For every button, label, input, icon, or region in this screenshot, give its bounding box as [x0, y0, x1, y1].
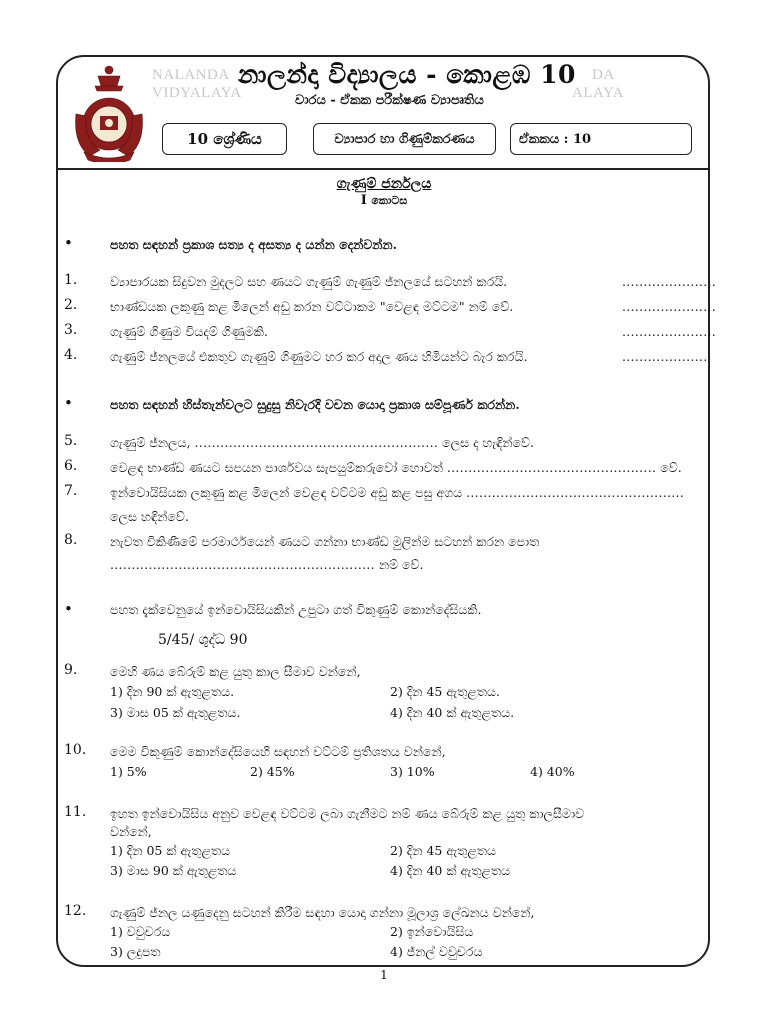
tf-question-text: ගැණුම් ගිණුම වියදම් ගිණුමකි. — [110, 324, 268, 339]
mcq-question-text: මෙහි ණය බේරුම් කළ යුතු කාල සීමාව වන්නේ, — [110, 664, 361, 679]
question-number: 8. — [64, 532, 78, 548]
tf-question-text: ව්‍යාපාරයක සිදුවන මුදලට සහ ණයට ගැණුම් ගැණුම් ජ්නලයේ සටහන් කරයි. — [110, 274, 508, 289]
answer-blank[interactable]: ...................... — [622, 299, 717, 314]
subject-box: ව්‍යාපාර හා ගිණුම්කරණය — [313, 123, 496, 155]
fill-question — [110, 435, 534, 451]
mcq-option[interactable]: 4) දින 40 ක් ඇතුළතය. — [390, 705, 515, 720]
answer-blank[interactable]: .................... — [622, 349, 708, 364]
page-number: 1 — [380, 968, 388, 982]
mcq-option[interactable]: 3) මාස 05 ක් ඇතුළතය. — [110, 705, 241, 720]
mcq-question-text: ගැණුම් ජ්නල යණුදෙනු සටහන් කිරීම සඳහා යොදා ගන්නා මූලාශ්‍ර ලේඛනය වන්නේ, — [110, 905, 535, 920]
question-number: 10. — [64, 742, 87, 758]
question-number: 4. — [64, 347, 78, 363]
mcq-option[interactable]: 1) 5% — [110, 764, 147, 779]
question-number: 3. — [64, 322, 78, 338]
mcq-option[interactable]: 1) වවුචරය — [110, 924, 171, 939]
paper-title: ගැණුම් ජර්නලය — [336, 176, 432, 192]
ghost-watermark-left-2: VIDYALAYA — [152, 85, 242, 101]
tf-question-text: භාණ්ඩයක ලකුණු කළ මිලෙන් අඩු කරන වට්ටාකම "වෙළඳ මට්ටම" නම් වේ. — [110, 299, 514, 314]
bullet-icon: • — [64, 394, 73, 412]
fill-text: වේ. — [660, 460, 682, 475]
answer-blank[interactable]: .............................................................. — [110, 557, 375, 572]
paper-part — [0, 193, 768, 208]
exam-subtitle: වාරය - ඒකක පරීක්ෂණ ව්‍යාපෘතිය — [295, 93, 484, 108]
ghost-watermark-right-2: ALAYA — [572, 85, 624, 101]
school-title: නාලන්දා විද්‍යාලය - කොළඹ 10 — [238, 60, 576, 89]
mcq-option[interactable]: 4) ජ්නල් වවුචරය — [390, 944, 483, 959]
header-divider — [56, 168, 710, 170]
fill-text: ලෙස ද හැඳින්වේ. — [442, 435, 534, 450]
fill-text: ඉන්වොයිසියක ලකුණු කළ මිලෙන් වෙළඳ වට්ටම අඩු කළ පසු අගය — [110, 485, 463, 500]
fill-instruction: පහත සඳහන් හිස්තැන්වලට සුදුසු නිවැරදි වචන යොදා ප්‍රකාශ සම්පූර්ණ කරන්න. — [110, 397, 520, 412]
unit-box: ඒකකය : 10 — [510, 123, 692, 155]
question-number: 11. — [64, 804, 87, 820]
school-crest-icon — [70, 64, 148, 162]
mcq-option[interactable]: 4) 40% — [530, 764, 575, 779]
fill-question — [110, 485, 684, 501]
fill-question — [110, 557, 424, 573]
ghost-watermark-left-1: NALANDA — [152, 67, 230, 83]
mcq-option[interactable]: 3) ලදුපත — [110, 944, 161, 959]
bullet-icon: • — [64, 234, 73, 252]
question-number: 9. — [64, 662, 78, 678]
mcq-question-text: වන්නේ, — [110, 824, 152, 839]
answer-blank[interactable]: ...................... — [622, 324, 717, 339]
bullet-icon: • — [64, 600, 73, 618]
ghost-watermark-right-1: DA — [592, 67, 615, 83]
fill-question — [110, 460, 682, 476]
mcq-option[interactable]: 1) දින 05 ක් ඇතුළතය — [110, 843, 231, 858]
fill-text: ගැණුම් ජ්නලය, — [110, 435, 191, 450]
fill-text: වෙළඳ භාණ්ඩ ණයට සපයන පාර්ශවය සැපයුම්කරුවෝ හොවත් — [110, 460, 443, 475]
question-number: 1. — [64, 272, 78, 288]
mcq-question-text: ඉහත ඉන්වොයිසිය අනුව වෙළඳ වට්ටම ලබා ගැනීමට නම් ණය බේරුම් කළ යුතු කාලසීමාව — [110, 806, 585, 821]
tf-question-text: ගැණුම් ජ්නලයේ එකතුව ගැණුම් ගිණුමට හර කර අදාල ණය හිමියන්ට බැර කරයි. — [110, 349, 528, 364]
mcq-option[interactable]: 2) ඉන්වොයිසිය — [390, 924, 474, 939]
mcq-option[interactable]: 2) දින 45 ඇතුළතය — [390, 843, 497, 858]
question-number: 12. — [64, 903, 87, 919]
question-number: 2. — [64, 297, 78, 313]
mcq-option[interactable]: 3) 10% — [390, 764, 435, 779]
answer-blank[interactable]: ................................................. — [446, 460, 657, 475]
fill-text: නම් වේ. — [378, 557, 424, 572]
mcq-question-text: මෙම විකුණුම් කොන්දේසියෙහි සඳහන් වට්ටම් ප්‍රතිශතය වන්නේ, — [110, 744, 446, 759]
fill-text: ලෙස හඳින්වේ. — [110, 509, 189, 524]
mcq-option[interactable]: 4) දින 40 ක් ඇතුළතය — [390, 863, 511, 878]
mcq-option[interactable]: 3) මාස 90 ක් ඇතුළතය — [110, 863, 237, 878]
mcq-option[interactable]: 2) දින 45 ඇතුළතය. — [390, 684, 501, 699]
sales-condition: 5/45/ ශුද්ධ 90 — [158, 632, 248, 648]
question-number: 5. — [64, 433, 78, 449]
fill-text: නැවත විකිණීමේ පරමාර්ථයෙන් ණයට ගන්නා භාණ්ඩ මුලින්ම සටහන් කරන පොත — [110, 534, 540, 549]
grade-box: 10 ශ්‍රේණිය — [162, 123, 287, 155]
answer-blank[interactable]: ...................... — [622, 274, 717, 289]
mcq-instruction: පහත දැක්වෙනුයේ ඉන්වොයිසියකින් උපුටා ගත් විකුණුම් කොන්දේසියකි. — [110, 602, 482, 617]
question-number: 7. — [64, 483, 78, 499]
tf-instruction: පහත සඳහන් ප්‍රකාශ සත්‍ය ද අසත්‍ය ද යන්න දෙන්වන්න. — [110, 237, 397, 252]
mcq-option[interactable]: 1) දින 90 ක් ඇතුළතය. — [110, 684, 235, 699]
mcq-option[interactable]: 2) 45% — [250, 764, 295, 779]
part-word: කොටස — [371, 194, 408, 207]
answer-blank[interactable]: ......................................................... — [194, 435, 439, 450]
part-roman: I — [360, 193, 367, 208]
question-number: 6. — [64, 458, 78, 474]
answer-blank[interactable]: ................................................... — [466, 485, 685, 500]
